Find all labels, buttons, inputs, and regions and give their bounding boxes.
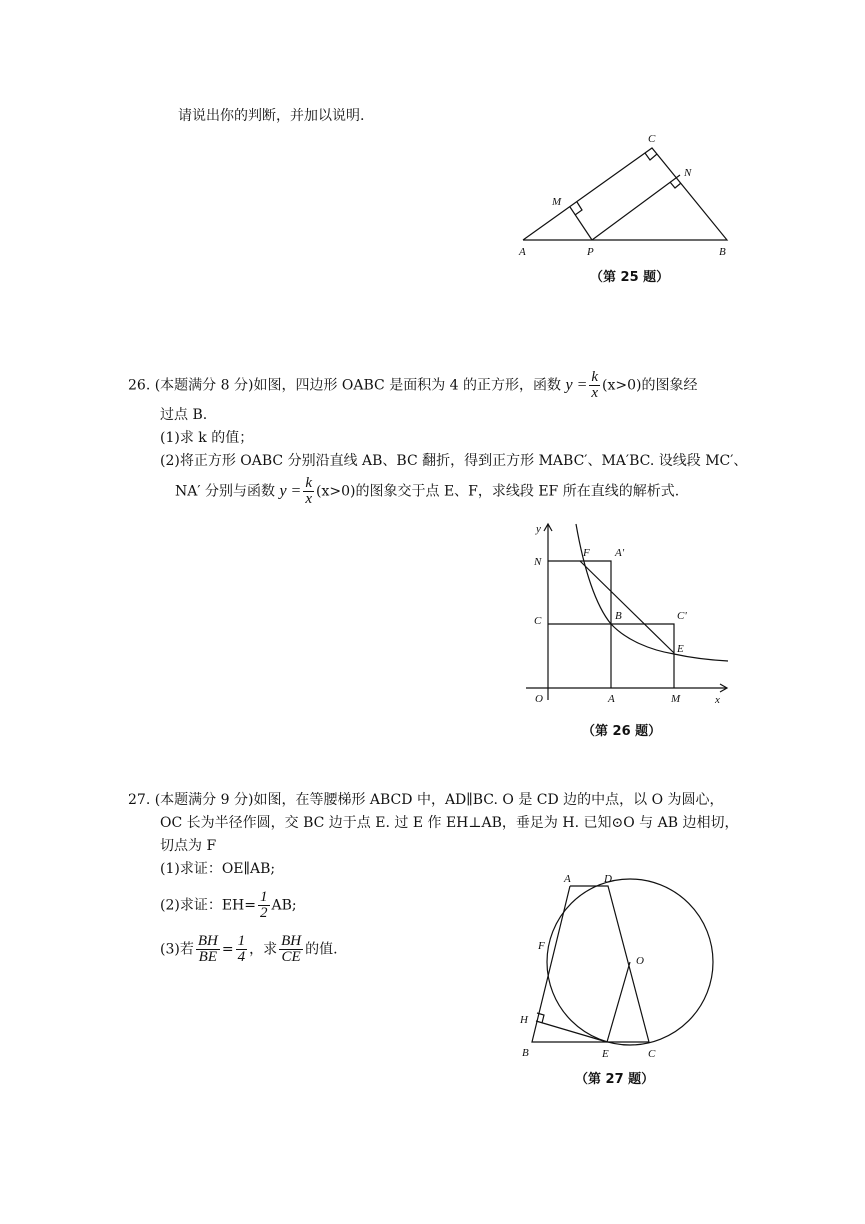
q27-label-h: H xyxy=(520,1014,528,1026)
q27-part3 xyxy=(160,934,338,965)
q26-label-a: A xyxy=(608,693,615,705)
q26-hyperbola xyxy=(576,524,728,661)
q25-tail-text: 请说出你的判断，并加以说明. xyxy=(178,108,365,124)
q25-right-angle-m xyxy=(575,202,582,215)
q26-y-eq-2: y = xyxy=(279,482,302,500)
q26-label-b: B xyxy=(615,610,622,622)
q26-part2-a: (2)将正方形 OABC 分别沿直线 AB、BC 翻折，得到正方形 MABC′、MA′BC. 设线段 MC′、 xyxy=(160,453,748,469)
q25-caption: （第 25 题） xyxy=(590,270,670,285)
q26-fraction-kx-2 xyxy=(303,476,314,507)
q27-part2-a: (2)求证：EH= xyxy=(160,897,256,914)
q27-line3: 切点为 F xyxy=(160,838,217,854)
q26-line-ef xyxy=(580,561,674,653)
q27-fraction-half xyxy=(258,890,270,921)
q27-f1-den: BE xyxy=(198,949,217,965)
q27-segment-oe xyxy=(607,962,630,1042)
q27-number: 27. xyxy=(128,792,151,808)
q26-part2-c: 的图象交于点 E、F，求线段 EF 所在直线的解析式. xyxy=(355,483,680,500)
q27-fraction-bh-be xyxy=(196,934,220,965)
q26-cond: (x>0) xyxy=(602,377,642,394)
q27-figure xyxy=(512,868,722,1068)
q25-label-m: M xyxy=(552,196,562,208)
q27-part2-b: AB; xyxy=(271,897,297,914)
q25-right-angle-c xyxy=(645,153,657,160)
q27-fraction-bh-ce xyxy=(279,934,303,965)
q26-label-c: C xyxy=(534,615,542,627)
q25-label-p: P xyxy=(587,246,594,258)
q27-label-d: D xyxy=(604,873,612,885)
q26-cond-2: (x>0) xyxy=(316,483,356,500)
q27-fraction-quarter xyxy=(236,934,248,965)
q27-part2 xyxy=(160,890,297,921)
q27-label-b: B xyxy=(522,1047,529,1059)
q27-f2-den: 4 xyxy=(237,949,246,965)
q27-line1-text: 如图，在等腰梯形 ABCD 中，AD∥BC. O 是 CD 边的中点，以 O 为圆心， xyxy=(253,792,724,808)
q27-f1-num: BH xyxy=(197,933,218,949)
q27-part3-a: (3)若 xyxy=(160,941,194,958)
q27-part3-b: 的值. xyxy=(305,941,338,958)
q26-label-x: x xyxy=(715,694,720,706)
q25-label-c: C xyxy=(648,133,656,145)
q27-f3-den: CE xyxy=(281,949,301,965)
q26-intro-a: 如图，四边形 OABC 是面积为 4 的正方形，函数 xyxy=(253,377,562,394)
q27-label-e: E xyxy=(602,1048,609,1060)
q27-part3-eq: = xyxy=(221,941,234,958)
q26-frac-num: k xyxy=(591,369,599,385)
q26-line-part2 xyxy=(175,476,679,507)
q26-figure xyxy=(522,520,742,710)
q26-frac-den-2: x xyxy=(305,491,313,507)
q27-label-a: A xyxy=(564,873,571,885)
q26-intro-c: 过点 B. xyxy=(160,407,208,423)
q25-triangle xyxy=(523,148,727,240)
q26-score: (本题满分 8 分) xyxy=(154,377,254,394)
q26-label-n: N xyxy=(534,556,542,568)
q26-label-y: y xyxy=(536,523,541,535)
q27-part1: (1)求证：OE∥AB; xyxy=(160,861,276,877)
q27-label-c: C xyxy=(648,1048,656,1060)
q25-segment-pn xyxy=(592,175,680,240)
q26-frac-num-2: k xyxy=(305,475,313,491)
q27-line1 xyxy=(128,791,724,809)
q25-figure xyxy=(515,130,735,265)
q27-trapezoid xyxy=(532,886,649,1042)
q26-intro-b: 的图象经 xyxy=(641,377,698,394)
q27-part3-mid: ，求 xyxy=(249,941,278,958)
q27-part2-den: 2 xyxy=(260,905,268,921)
q27-line2: OC 长为半径作圆，交 BC 边于点 E. 过 E 作 EH⊥AB，垂足为 H. 已知⊙O 与 AB 边相切， xyxy=(160,815,739,831)
q25-label-n: N xyxy=(684,167,692,179)
q27-f3-num: BH xyxy=(281,933,302,949)
q25-segment-pm xyxy=(570,207,592,240)
q26-label-f: F xyxy=(583,547,590,559)
q26-caption: （第 26 题） xyxy=(582,724,662,739)
q26-fraction-kx xyxy=(589,370,600,401)
q27-caption: （第 27 题） xyxy=(575,1072,655,1087)
q26-label-e: E xyxy=(677,643,684,655)
q26-label-a1: A' xyxy=(615,547,625,559)
q27-score: (本题满分 9 分) xyxy=(154,792,254,808)
q26-label-o: O xyxy=(535,693,543,705)
q26-label-m: M xyxy=(671,693,681,705)
q25-label-b: B xyxy=(719,246,726,258)
q27-segment-eh xyxy=(536,1021,607,1042)
q26-part1: (1)求 k 的值； xyxy=(160,430,254,446)
q27-label-f: F xyxy=(538,940,545,952)
q26-y-eq: y = xyxy=(565,376,588,394)
q27-part2-num: 1 xyxy=(260,889,268,905)
q26-frac-den: x xyxy=(591,385,599,401)
q27-label-o: O xyxy=(636,955,644,967)
q26-line1 xyxy=(128,370,698,401)
q26-label-c1: C' xyxy=(677,610,687,622)
q25-label-a: A xyxy=(519,246,526,258)
q26-part2-b: NA′ 分别与函数 xyxy=(175,483,275,500)
q25-right-angle-n xyxy=(670,182,681,188)
q27-f2-num: 1 xyxy=(237,933,246,949)
q26-number: 26. xyxy=(128,377,151,394)
